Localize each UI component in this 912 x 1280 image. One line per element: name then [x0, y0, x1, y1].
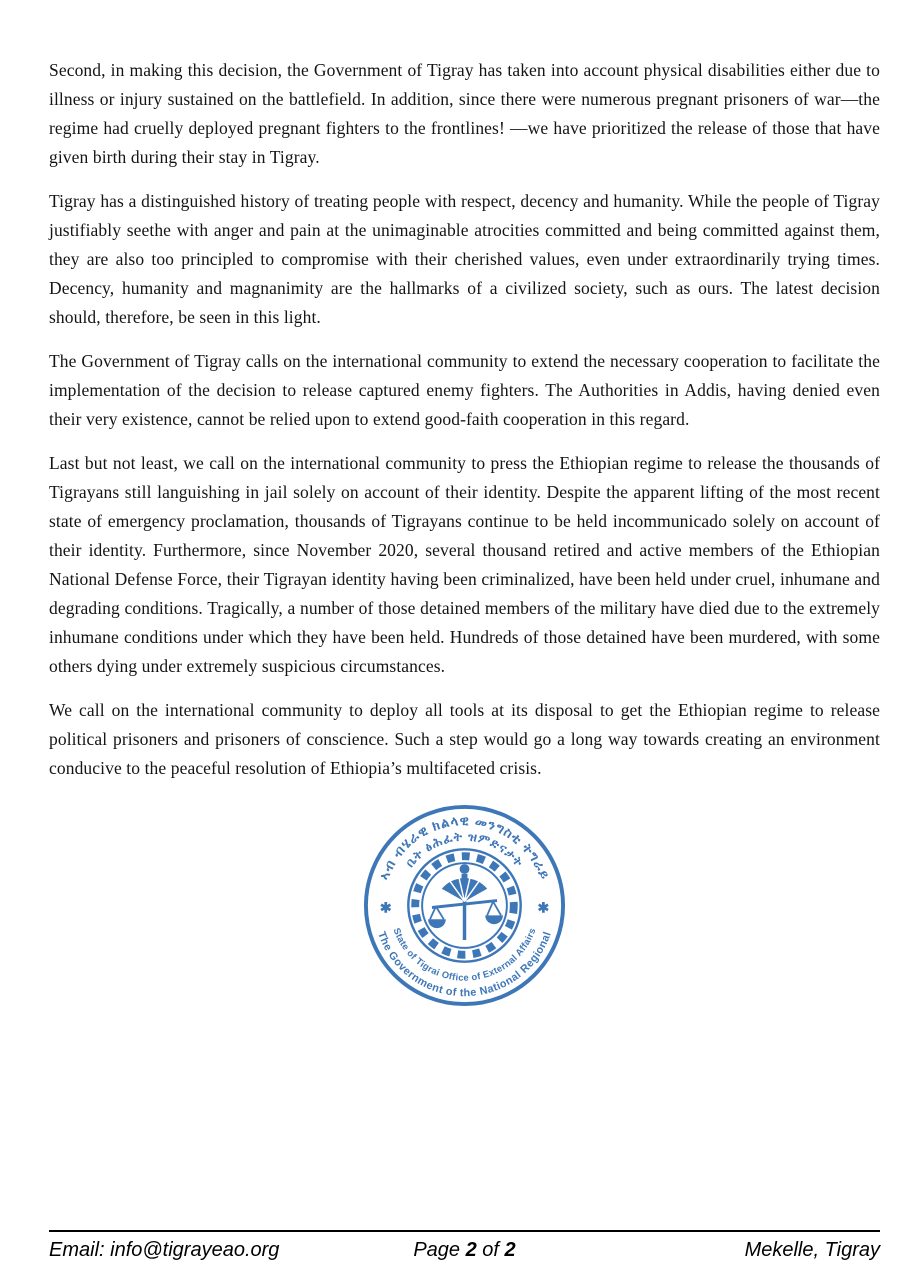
footer-location: Mekelle, Tigray	[744, 1239, 880, 1261]
footer-page-word: Page	[413, 1239, 461, 1261]
footer-of-word: of	[482, 1239, 499, 1261]
paragraph-tigray-values: Tigray has a distinguished history of treating people with respect, decency and humanity. While the people of Tigray justifiably seethe with anger and pain at the unimaginable atrocities committed and being committed against them, they are also too principled to compromise with their cherished values, even under extraordinarily trying times. Decency, humanity and magnanimity are the hallmarks of a civilized society, such as ours. The latest decision should, therefore, be seen in this light.	[49, 191, 880, 327]
seal-text-geez-outer: ኣብ ብሄራዊ ክልላዊ መንግስቲ ትግራይ	[376, 813, 553, 882]
footer-email: Email: info@tigrayeao.org	[49, 1239, 280, 1261]
seal-container	[49, 802, 880, 1009]
paragraph-detained-tigrayans: Last but not least, we call on the international community to press the Ethiopian regime to release the thousands of Tigrayans still languishing in jail solely on account of their identity. Despite the apparent lifting of the most recent state of emergency proclamation, thousands of Tigrayans continue to be held incommunicado solely on account of their identity. Furthermore, since November 2020, several thousand retired and active members of the Ethiopian National Defense Force, their Tigrayan identity having been criminalized, have been held under cruel, inhumane and degrading conditions. Tragically, a number of those detained members of the military have died due to the extremely inhumane conditions under which they have been held. Hundreds of those detained have been murdered, with some others dying under extremely suspicious circumstances.	[49, 453, 880, 676]
official-stamp-seal	[361, 802, 568, 1009]
footer-page-total: 2	[504, 1239, 516, 1261]
paragraph-release-criteria: Second, in making this decision, the Government of Tigray has taken into account physical disabilities either due to illness or injury sustained on the battlefield. In addition, since there were numerous pregnant prisoners of war—the regime had cruelly deployed pregnant fighters to the frontlines! —we have prioritized the release of those that have given birth during their stay in Tigray.	[49, 60, 880, 167]
page-footer	[49, 1230, 880, 1262]
seal-star-left-icon: ✱	[379, 900, 392, 916]
letter-body	[49, 56, 880, 798]
footer-page-indicator	[326, 1239, 603, 1262]
seal-text-geez-inner: ቤት ፅሕፈት ዝምድናታት	[402, 829, 527, 870]
seal-scales-icon	[428, 864, 503, 940]
seal-star-right-icon: ✱	[537, 900, 550, 916]
footer-page-number: 2	[465, 1239, 477, 1261]
seal-emblem	[408, 849, 520, 961]
paragraph-call-cooperation: The Government of Tigray calls on the international community to extend the necessary cooperation to facilitate the implementation of the decision to release captured enemy fighters. The Authorities in Addis, having denied even their very existence, cannot be relied upon to extend good-faith cooperation in this regard.	[49, 351, 880, 429]
seal-text-english-outer: The Government of the National Regional	[375, 930, 554, 1000]
paragraph-political-prisoners: We call on the international community to deploy all tools at its disposal to get the Ethiopian regime to release political prisoners and prisoners of conscience. Such a step would go a long way towards creating an environment conducive to the peaceful resolution of Ethiopia’s multifaceted crisis.	[49, 700, 880, 778]
seal-text-english-inner: State of Tigrai Office of External Affairs	[391, 926, 538, 983]
